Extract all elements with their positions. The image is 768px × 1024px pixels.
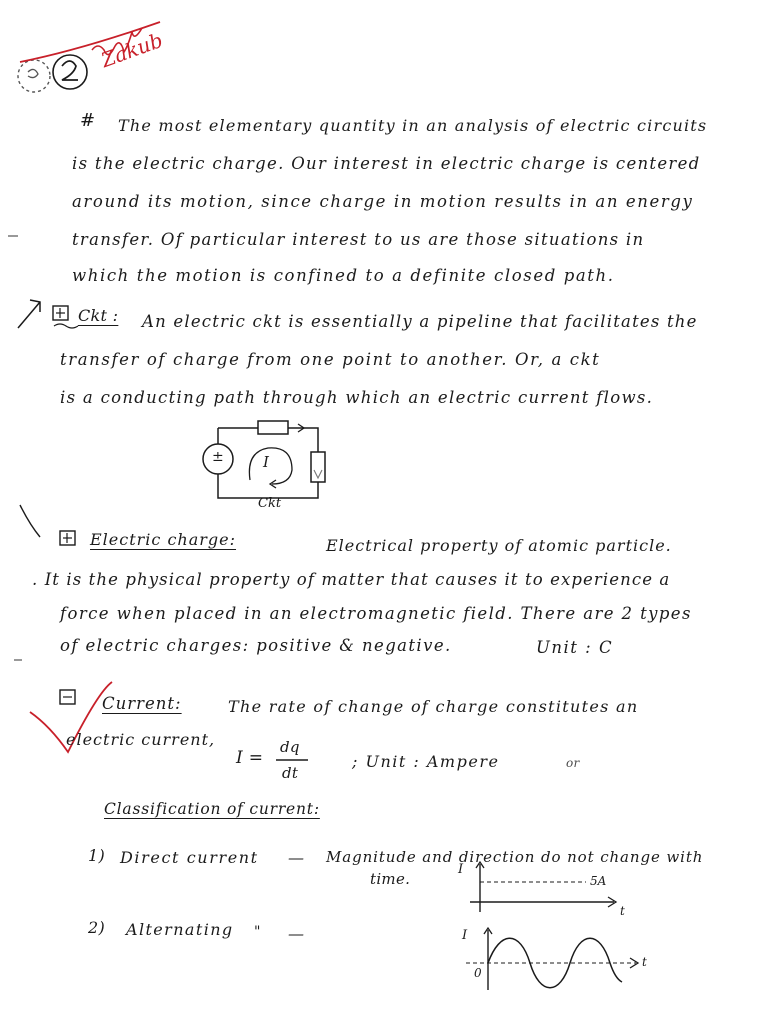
circuit-current-label: I — [263, 453, 269, 471]
ac-graph-y-label: I — [462, 928, 468, 943]
current-formula-den: dt — [282, 764, 299, 782]
classification-heading: Classification of current: — [104, 800, 320, 818]
charge-line-2: force when placed in an electromagnetic field. There are 2 types — [60, 604, 692, 623]
current-unit-tail: or — [566, 756, 580, 770]
class-item-2-label: Alternating — [126, 920, 234, 939]
signature: Zakub — [97, 27, 166, 73]
ckt-line-1: An electric ckt is essentially a pipeline that facilitates the — [142, 312, 698, 331]
intro-line-4: transfer. Of particular interest to us are those situations in — [72, 230, 645, 249]
ac-graph-origin-label: 0 — [474, 966, 482, 980]
current-formula-lhs: I = — [236, 748, 264, 768]
circuit-caption: Ckt — [258, 496, 282, 511]
current-definition: The rate of change of charge constitutes an — [228, 697, 639, 716]
intro-line-3: around its motion, since charge in motion results in an energy — [72, 192, 694, 211]
current-unit: ; Unit : Ampere — [352, 752, 500, 771]
charge-unit: Unit : C — [536, 638, 614, 657]
ac-graph-x-label: t — [642, 955, 647, 969]
dc-graph-x-label: t — [620, 904, 625, 918]
charge-definition: Electrical property of atomic particle. — [326, 536, 672, 555]
intro-line-1: The most elementary quantity in an analysis of electric circuits — [118, 116, 708, 135]
class-item-1-desc: Magnitude and direction do not change with — [326, 848, 704, 866]
class-item-1-label: Direct current — [120, 848, 259, 867]
ckt-heading: Ckt : — [78, 306, 119, 325]
class-item-2-dash: — — [288, 924, 305, 943]
class-item-2-ditto: " — [254, 924, 261, 940]
class-item-1-number: 1) — [88, 846, 106, 865]
class-item-2-number: 2) — [88, 918, 106, 937]
intro-line-2: is the electric charge. Our interest in electric charge is centered — [72, 154, 701, 173]
circuit-source-label: ± — [212, 449, 224, 465]
current-line-2: electric current, — [66, 730, 216, 749]
ckt-line-2: transfer of charge from one point to another. Or, a ckt — [60, 350, 601, 369]
current-heading: Current: — [102, 694, 182, 713]
intro-line-5: which the motion is confined to a definite closed path. — [72, 266, 615, 285]
class-item-1-desc2: time. — [370, 870, 411, 888]
charge-line-1: . It is the physical property of matter that causes it to experience a — [32, 570, 671, 589]
dc-graph-level-label: 5A — [590, 874, 607, 888]
class-item-1-dash: — — [288, 848, 305, 867]
ckt-line-3: is a conducting path through which an electric current flows. — [60, 388, 654, 407]
charge-heading: Electric charge: — [90, 530, 237, 549]
charge-line-3: of electric charges: positive & negative. — [60, 636, 452, 655]
dc-graph-y-label: I — [458, 862, 464, 877]
current-formula-num: dq — [280, 738, 300, 756]
intro-bullet: # — [80, 110, 96, 131]
